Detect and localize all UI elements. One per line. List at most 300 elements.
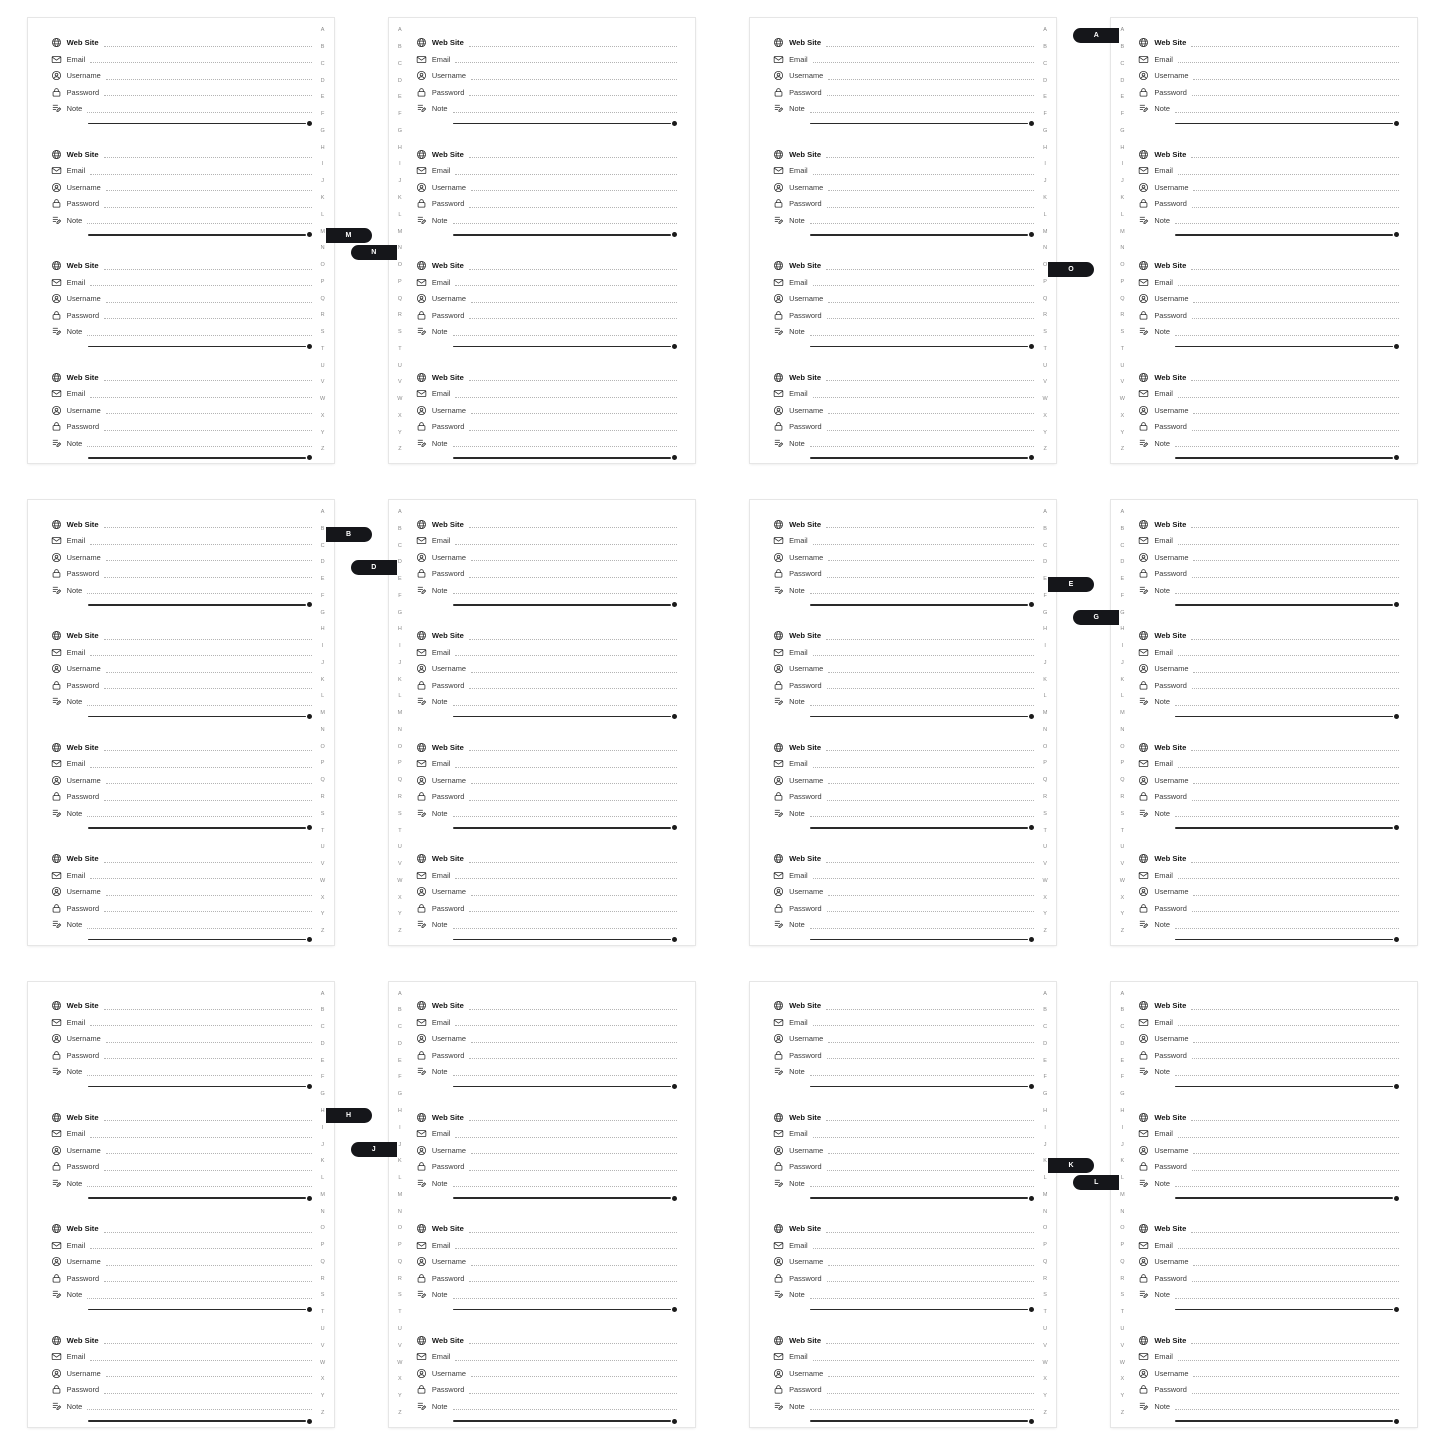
alphabet-index-letter[interactable]: Q [1120,1258,1125,1265]
field-write-line-password[interactable] [827,88,1035,96]
field-write-line-website[interactable] [104,1225,312,1233]
field-write-line-password[interactable] [104,904,312,912]
field-write-line-password[interactable] [1192,1386,1400,1394]
alphabet-index-letter[interactable]: K [1120,676,1125,683]
alphabet-index-letter[interactable]: Y [320,429,325,436]
field-write-line-note[interactable] [453,921,677,929]
field-write-line-username[interactable] [471,406,677,414]
field-write-line-note[interactable] [1175,809,1399,817]
field-write-line-note[interactable] [87,1402,311,1410]
alphabet-index-letter[interactable]: Z [1120,1409,1125,1416]
field-write-line-password[interactable] [1192,904,1400,912]
alphabet-index-letter[interactable]: X [1120,1376,1125,1383]
alphabet-index-letter[interactable]: I [1121,161,1124,168]
field-write-line-website[interactable] [469,262,677,270]
alphabet-index-letter[interactable]: M [320,228,325,235]
alphabet-index-rail[interactable] [1114,28,1130,453]
field-write-line-password[interactable] [1192,423,1400,431]
alphabet-index-letter[interactable]: Q [397,295,403,302]
alphabet-index-letter[interactable]: Z [1043,928,1047,935]
field-write-line-email[interactable] [813,648,1035,656]
field-write-line-password[interactable] [104,200,312,208]
field-write-line-username[interactable] [106,1146,312,1154]
alphabet-index-letter[interactable]: F [1120,111,1125,118]
alphabet-index-letter[interactable]: G [320,609,325,616]
alphabet-index-letter[interactable]: K [320,194,325,201]
field-write-line-website[interactable] [826,632,1034,640]
alphabet-index-letter[interactable]: M [1120,710,1125,717]
field-write-line-username[interactable] [828,553,1034,561]
alphabet-index-letter[interactable]: L [1120,211,1124,218]
field-write-line-note[interactable] [1175,216,1399,224]
alphabet-index-letter[interactable]: L [398,1175,402,1182]
alphabet-index-letter[interactable]: V [1043,1342,1047,1349]
alphabet-index-letter[interactable]: P [398,760,402,767]
alphabet-index-letter[interactable]: V [1120,861,1125,868]
field-write-line-username[interactable] [471,1258,677,1266]
field-write-line-password[interactable] [104,570,312,578]
field-write-line-username[interactable] [106,665,312,673]
field-write-line-note[interactable] [1175,1179,1399,1187]
field-write-line-email[interactable] [90,1353,312,1361]
password-log-page[interactable] [28,500,352,945]
alphabet-index-letter[interactable]: R [397,794,402,800]
field-write-line-email[interactable] [813,167,1035,175]
alphabet-index-letter[interactable]: M [1042,710,1048,717]
field-write-line-password[interactable] [827,793,1035,801]
field-write-line-note[interactable] [1175,105,1399,113]
field-write-line-note[interactable] [810,105,1034,113]
field-write-line-password[interactable] [827,1163,1035,1171]
alphabet-index-letter[interactable]: X [1120,894,1125,901]
field-write-line-email[interactable] [813,390,1035,398]
alphabet-index-letter[interactable]: R [1120,1275,1125,1282]
field-write-line-note[interactable] [87,1179,311,1187]
alphabet-index-letter[interactable]: M [1042,228,1048,235]
field-write-line-username[interactable] [471,183,677,191]
field-write-line-password[interactable] [469,1274,677,1282]
password-log-page[interactable] [371,18,695,463]
alphabet-index-letter[interactable]: D [397,77,402,84]
alphabet-index-letter[interactable]: V [1043,379,1047,386]
alphabet-index-letter[interactable]: O [320,743,325,750]
alphabet-index-letter[interactable]: R [320,312,325,319]
alphabet-index-letter[interactable]: T [320,827,325,834]
alphabet-index-letter[interactable]: Y [1120,429,1125,436]
field-write-line-username[interactable] [471,72,677,80]
alphabet-index-letter[interactable]: B [398,1007,402,1014]
alphabet-index-letter[interactable]: P [1043,760,1047,767]
field-write-line-note[interactable] [810,1402,1034,1410]
field-write-line-website[interactable] [826,1002,1034,1010]
password-log-page[interactable] [371,500,695,945]
alphabet-index-letter[interactable]: H [1043,1108,1048,1115]
alphabet-index-letter[interactable]: Q [397,1258,403,1265]
field-write-line-username[interactable] [471,1369,677,1377]
field-write-line-password[interactable] [469,793,677,801]
field-write-line-username[interactable] [106,1258,312,1266]
field-write-line-website[interactable] [826,520,1034,528]
field-write-line-email[interactable] [813,1241,1035,1249]
alphabet-index-letter[interactable]: H [1120,144,1125,151]
alphabet-index-letter[interactable]: Z [1120,928,1125,935]
alphabet-index-letter[interactable]: V [398,1342,402,1349]
alphabet-index-letter[interactable]: D [320,559,325,566]
alphabet-index-letter[interactable]: F [1120,1074,1125,1081]
field-write-line-website[interactable] [104,1002,312,1010]
alphabet-index-letter[interactable]: V [1120,1342,1125,1349]
field-write-line-password[interactable] [469,1051,677,1059]
alphabet-index-letter[interactable]: J [398,659,402,666]
field-write-line-email[interactable] [1178,760,1400,768]
field-write-line-email[interactable] [90,278,312,286]
alphabet-index-letter[interactable]: S [398,1292,402,1299]
field-write-line-note[interactable] [453,586,677,594]
field-write-line-password[interactable] [827,1051,1035,1059]
alphabet-index-letter[interactable]: N [397,726,402,733]
field-write-line-website[interactable] [104,855,312,863]
alphabet-index-letter[interactable]: F [398,592,402,599]
alphabet-index-rail[interactable] [1037,992,1053,1417]
alphabet-index-letter[interactable]: Y [1043,911,1047,918]
alphabet-index-letter[interactable]: W [397,1359,403,1366]
active-letter-tab[interactable]: A [1073,28,1119,43]
field-write-line-username[interactable] [471,1146,677,1154]
alphabet-index-letter[interactable]: S [320,810,325,817]
field-write-line-website[interactable] [469,520,677,528]
field-write-line-website[interactable] [469,743,677,751]
alphabet-index-letter[interactable]: R [397,1275,402,1282]
field-write-line-note[interactable] [87,698,311,706]
field-write-line-website[interactable] [104,150,312,158]
alphabet-index-letter[interactable]: L [321,1175,325,1182]
field-write-line-email[interactable] [455,871,677,879]
alphabet-index-letter[interactable]: B [1120,44,1125,51]
alphabet-index-letter[interactable]: T [1120,1309,1125,1316]
alphabet-index-letter[interactable]: R [320,1275,325,1282]
alphabet-index-letter[interactable]: E [1120,94,1125,101]
field-write-line-note[interactable] [810,1068,1034,1076]
field-write-line-website[interactable] [826,1336,1034,1344]
field-write-line-username[interactable] [471,776,677,784]
field-write-line-email[interactable] [1178,1241,1400,1249]
alphabet-index-letter[interactable]: T [1043,1309,1047,1316]
field-write-line-password[interactable] [827,311,1035,319]
alphabet-index-letter[interactable]: P [398,1242,402,1249]
field-write-line-username[interactable] [1193,183,1399,191]
alphabet-index-letter[interactable]: W [320,396,326,403]
alphabet-index-letter[interactable]: B [320,525,325,532]
field-write-line-note[interactable] [453,216,677,224]
alphabet-index-letter[interactable]: L [398,693,402,700]
alphabet-index-letter[interactable]: P [320,278,325,285]
field-write-line-email[interactable] [813,871,1035,879]
field-write-line-website[interactable] [1191,743,1399,751]
alphabet-index-letter[interactable]: G [1120,1091,1125,1098]
alphabet-index-letter[interactable]: T [398,345,402,352]
alphabet-index-letter[interactable]: V [398,379,402,386]
alphabet-index-letter[interactable]: T [398,1309,402,1316]
alphabet-index-letter[interactable]: M [320,1191,325,1198]
field-write-line-website[interactable] [104,743,312,751]
field-write-line-password[interactable] [469,681,677,689]
alphabet-index-letter[interactable]: Z [398,1409,402,1416]
field-write-line-email[interactable] [1178,390,1400,398]
field-write-line-username[interactable] [471,1035,677,1043]
alphabet-index-letter[interactable]: F [398,111,402,118]
field-write-line-website[interactable] [1191,1002,1399,1010]
alphabet-index-letter[interactable]: U [320,844,325,851]
alphabet-index-letter[interactable]: U [397,362,402,369]
field-write-line-note[interactable] [810,1179,1034,1187]
alphabet-index-letter[interactable]: B [1043,44,1047,51]
alphabet-index-letter[interactable]: W [1042,396,1048,403]
active-letter-tab[interactable]: H [326,1108,372,1123]
alphabet-index-letter[interactable]: U [1043,362,1048,369]
field-write-line-email[interactable] [1178,1353,1400,1361]
field-write-line-website[interactable] [1191,1336,1399,1344]
alphabet-index-letter[interactable]: N [1043,726,1048,733]
alphabet-index-letter[interactable]: P [1043,1242,1047,1249]
field-write-line-note[interactable] [87,921,311,929]
field-write-line-website[interactable] [826,373,1034,381]
alphabet-index-letter[interactable]: B [398,525,402,532]
alphabet-index-letter[interactable]: E [1120,576,1125,583]
field-write-line-website[interactable] [469,632,677,640]
alphabet-index-letter[interactable]: Y [398,1393,402,1400]
field-write-line-username[interactable] [106,1369,312,1377]
alphabet-index-letter[interactable]: Q [397,777,403,784]
password-log-page[interactable] [750,18,1074,463]
field-write-line-email[interactable] [1178,871,1400,879]
field-write-line-email[interactable] [813,1130,1035,1138]
alphabet-index-letter[interactable]: E [398,576,402,583]
field-write-line-email[interactable] [90,55,312,63]
alphabet-index-letter[interactable]: E [398,94,402,101]
alphabet-index-letter[interactable]: X [1120,412,1125,419]
alphabet-index-letter[interactable]: J [1121,1141,1124,1148]
alphabet-index-letter[interactable]: U [1043,844,1048,851]
alphabet-index-letter[interactable]: W [1119,877,1125,884]
alphabet-index-letter[interactable]: Q [320,295,325,302]
field-write-line-note[interactable] [87,1068,311,1076]
alphabet-index-letter[interactable]: N [320,245,325,252]
password-log-page[interactable] [1094,982,1417,1427]
active-letter-tab[interactable]: K [1048,1158,1094,1173]
alphabet-index-letter[interactable]: J [398,178,402,185]
field-write-line-email[interactable] [455,648,677,656]
alphabet-index-letter[interactable]: N [1120,726,1125,733]
alphabet-index-letter[interactable]: A [398,990,402,997]
alphabet-index-letter[interactable]: Q [1042,777,1048,784]
alphabet-index-letter[interactable]: N [1120,1208,1125,1215]
alphabet-index-letter[interactable]: S [1120,810,1125,817]
field-write-line-website[interactable] [104,632,312,640]
field-write-line-website[interactable] [104,262,312,270]
field-write-line-email[interactable] [1178,278,1400,286]
alphabet-index-letter[interactable]: B [398,44,402,51]
alphabet-index-letter[interactable]: V [320,1342,325,1349]
alphabet-index-letter[interactable]: B [1120,1007,1125,1014]
alphabet-index-letter[interactable]: Y [320,911,325,918]
alphabet-index-letter[interactable]: N [1043,245,1048,252]
alphabet-index-letter[interactable]: I [321,1124,324,1131]
alphabet-index-letter[interactable]: A [1043,27,1047,34]
alphabet-index-letter[interactable]: D [1043,559,1048,566]
alphabet-index-letter[interactable]: L [321,211,325,218]
alphabet-index-letter[interactable]: S [1043,1292,1047,1299]
field-write-line-note[interactable] [453,105,677,113]
active-letter-tab[interactable]: G [1073,610,1119,625]
active-letter-tab[interactable]: O [1048,262,1094,277]
alphabet-index-letter[interactable]: S [1043,810,1047,817]
alphabet-index-letter[interactable]: M [397,228,403,235]
field-write-line-username[interactable] [106,888,312,896]
alphabet-index-letter[interactable]: A [1120,27,1125,34]
alphabet-index-letter[interactable]: S [398,810,402,817]
alphabet-index-letter[interactable]: J [398,1141,402,1148]
field-write-line-username[interactable] [828,888,1034,896]
field-write-line-email[interactable] [455,167,677,175]
alphabet-index-letter[interactable]: J [1043,178,1047,185]
alphabet-index-letter[interactable]: K [398,1158,402,1165]
alphabet-index-letter[interactable]: N [397,1208,402,1215]
alphabet-index-letter[interactable]: D [1043,77,1048,84]
field-write-line-note[interactable] [453,1179,677,1187]
alphabet-index-letter[interactable]: K [1043,194,1047,201]
field-write-line-website[interactable] [826,1225,1034,1233]
field-write-line-username[interactable] [1193,1369,1399,1377]
alphabet-index-letter[interactable]: U [397,844,402,851]
alphabet-index-letter[interactable]: U [1043,1325,1048,1332]
alphabet-index-letter[interactable]: V [320,861,325,868]
alphabet-index-letter[interactable]: B [1120,525,1125,532]
alphabet-index-letter[interactable]: M [397,710,403,717]
field-write-line-website[interactable] [1191,373,1399,381]
field-write-line-email[interactable] [455,390,677,398]
alphabet-index-letter[interactable]: R [1120,312,1125,319]
alphabet-index-letter[interactable]: D [1120,77,1125,84]
alphabet-index-letter[interactable]: S [1120,1292,1125,1299]
alphabet-index-letter[interactable]: H [397,144,402,151]
alphabet-index-letter[interactable]: B [1043,525,1047,532]
alphabet-index-letter[interactable]: Y [398,911,402,918]
field-write-line-password[interactable] [1192,88,1400,96]
alphabet-index-letter[interactable]: U [1120,362,1125,369]
field-write-line-username[interactable] [106,553,312,561]
field-write-line-password[interactable] [104,88,312,96]
alphabet-index-letter[interactable]: W [1042,877,1048,884]
field-write-line-website[interactable] [826,1113,1034,1121]
alphabet-index-letter[interactable]: I [1044,1124,1046,1131]
field-write-line-note[interactable] [87,105,311,113]
field-write-line-username[interactable] [828,1146,1034,1154]
field-write-line-website[interactable] [1191,855,1399,863]
field-write-line-username[interactable] [828,665,1034,673]
password-log-page[interactable] [1093,500,1417,945]
alphabet-index-letter[interactable]: F [320,592,325,599]
alphabet-index-letter[interactable]: A [1043,508,1047,515]
alphabet-index-letter[interactable]: F [398,1074,402,1081]
field-write-line-website[interactable] [1191,39,1399,47]
alphabet-index-letter[interactable]: G [320,1091,325,1098]
field-write-line-email[interactable] [813,278,1035,286]
field-write-line-note[interactable] [1175,698,1399,706]
alphabet-index-letter[interactable]: K [320,676,325,683]
field-write-line-password[interactable] [469,423,677,431]
alphabet-index-letter[interactable]: B [1043,1007,1047,1014]
alphabet-index-letter[interactable]: H [1043,144,1048,151]
field-write-line-email[interactable] [1178,167,1400,175]
alphabet-index-letter[interactable]: I [1121,1124,1124,1131]
field-write-line-username[interactable] [106,183,312,191]
field-write-line-email[interactable] [813,760,1035,768]
field-write-line-note[interactable] [453,328,677,336]
field-write-line-password[interactable] [827,200,1035,208]
alphabet-index-letter[interactable]: R [1043,794,1048,800]
alphabet-index-letter[interactable]: I [399,1124,401,1131]
password-log-page[interactable] [371,982,695,1427]
alphabet-index-letter[interactable]: A [1120,990,1125,997]
alphabet-index-letter[interactable]: D [1120,559,1125,566]
alphabet-index-letter[interactable]: U [320,1325,325,1332]
alphabet-index-letter[interactable]: O [397,1225,403,1232]
field-write-line-password[interactable] [469,88,677,96]
alphabet-index-letter[interactable]: H [397,1108,402,1115]
alphabet-index-letter[interactable]: I [1121,643,1124,650]
field-write-line-website[interactable] [104,1113,312,1121]
alphabet-index-letter[interactable]: L [1120,1175,1124,1182]
field-write-line-email[interactable] [455,1241,677,1249]
field-write-line-password[interactable] [104,793,312,801]
field-write-line-website[interactable] [469,1225,677,1233]
field-write-line-website[interactable] [1191,262,1399,270]
alphabet-index-letter[interactable]: O [320,1225,325,1232]
field-write-line-password[interactable] [827,570,1035,578]
alphabet-index-letter[interactable]: M [1042,1191,1048,1198]
alphabet-index-letter[interactable]: G [1042,127,1048,134]
field-write-line-username[interactable] [1193,1035,1399,1043]
alphabet-index-letter[interactable]: C [397,542,402,549]
alphabet-index-rail[interactable] [392,992,408,1417]
field-write-line-website[interactable] [826,743,1034,751]
field-write-line-email[interactable] [90,871,312,879]
alphabet-index-letter[interactable]: T [320,1309,325,1316]
alphabet-index-letter[interactable]: F [1043,1074,1047,1081]
alphabet-index-letter[interactable]: D [1043,1040,1048,1047]
alphabet-index-letter[interactable]: X [320,412,325,419]
alphabet-index-letter[interactable]: T [1120,827,1125,834]
alphabet-index-letter[interactable]: T [1120,345,1125,352]
alphabet-index-letter[interactable]: B [320,44,325,51]
field-write-line-note[interactable] [87,216,311,224]
alphabet-index-letter[interactable]: J [321,178,324,185]
field-write-line-password[interactable] [104,1274,312,1282]
alphabet-index-letter[interactable]: Y [1120,1393,1125,1400]
alphabet-index-letter[interactable]: S [398,329,402,336]
field-write-line-username[interactable] [471,553,677,561]
alphabet-index-letter[interactable]: X [320,1376,325,1383]
field-write-line-email[interactable] [455,1018,677,1026]
field-write-line-email[interactable] [90,167,312,175]
alphabet-index-letter[interactable]: T [320,345,325,352]
alphabet-index-letter[interactable]: I [321,643,324,650]
field-write-line-email[interactable] [813,1018,1035,1026]
field-write-line-email[interactable] [455,1130,677,1138]
alphabet-index-letter[interactable]: S [1120,329,1125,336]
field-write-line-email[interactable] [1178,648,1400,656]
alphabet-index-letter[interactable]: A [320,990,325,997]
